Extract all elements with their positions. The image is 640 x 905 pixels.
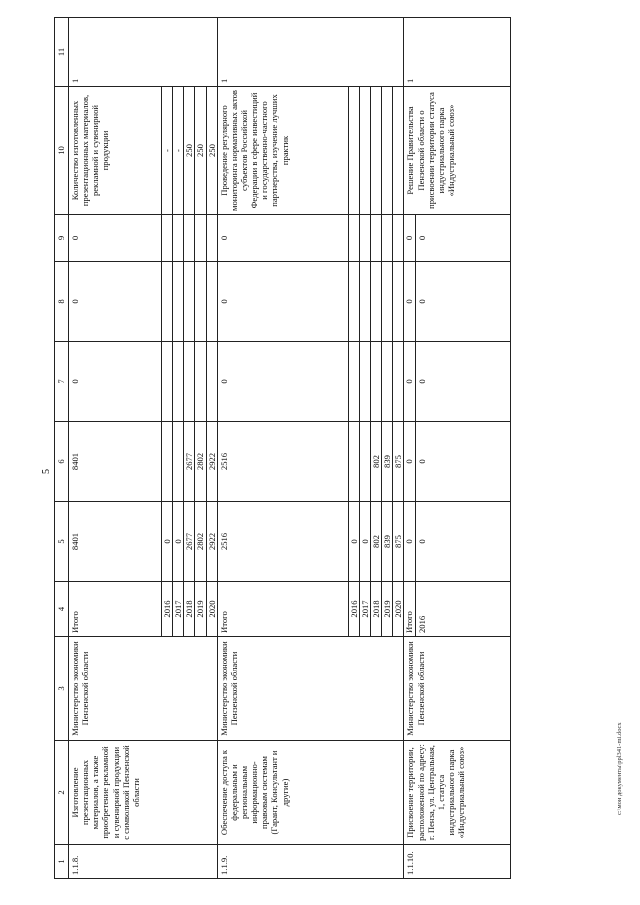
cell-c6: 0 (415, 422, 510, 502)
year-cell: 2016 (348, 582, 359, 637)
header-cell: 2 (55, 741, 69, 845)
cell-c5: 2802 (195, 502, 206, 582)
cell-c6: 875 (393, 422, 404, 502)
cell-c7: 0 (404, 342, 415, 422)
program-table (54, 17, 511, 879)
cell-c5: 875 (393, 502, 404, 582)
cell-c8: 0 (69, 262, 162, 342)
cell-c5: 0 (162, 502, 173, 582)
cell-c8: 0 (404, 262, 415, 342)
cell-c6: 2677 (184, 422, 195, 502)
cell-c5: 839 (382, 502, 393, 582)
item-name: Изготовление презентационных материалов, а также приобретение рекламной и сувенирной продукции с символикой Пензенской области (69, 741, 218, 845)
cell-c5: 2677 (184, 502, 195, 582)
footer-file-path: c:\мои документы\ppl341-mi.docx (616, 722, 623, 815)
cell-c6: 839 (382, 422, 393, 502)
year-cell: 2019 (195, 582, 206, 637)
total-label: Итого (217, 582, 348, 637)
cell-c10: - (173, 87, 184, 215)
item-number: 1.1.8. (69, 845, 218, 879)
cell-c6 (348, 422, 359, 502)
total-label: Итого (69, 582, 162, 637)
cell-c6 (162, 422, 173, 502)
cell-c11: 1 (69, 18, 218, 87)
header-cell: 3 (55, 637, 69, 741)
item-indicator: Количество изготовленных презентационных материалов, рекламной и сувенирной продукции (69, 87, 162, 215)
cell-c10: 250 (206, 87, 217, 215)
table-row (69, 18, 162, 879)
item-number: 1.1.10. (404, 845, 510, 879)
cell-c10: - (162, 87, 173, 215)
cell-c9: 0 (69, 215, 162, 262)
item-name: Присвоение территории, расположенной по адресу: г. Пенза, ул. Центральная, 1, статуса индустриального парка «Индустриальный союз» (404, 741, 510, 845)
footer (616, 722, 623, 816)
header-cell: 10 (55, 87, 69, 215)
cell-c5: 0 (359, 502, 370, 582)
header-cell: 11 (55, 18, 69, 87)
total-label: Итого (404, 582, 415, 637)
year-cell: 2017 (173, 582, 184, 637)
cell-c11: 1 (217, 18, 404, 87)
header-cell: 8 (55, 262, 69, 342)
cell-c6 (359, 422, 370, 502)
cell-c9: 0 (415, 215, 510, 262)
item-executor: Министерство экономики Пензенской области (217, 637, 404, 741)
header-cell: 6 (55, 422, 69, 502)
cell-c10: 250 (184, 87, 195, 215)
cell-c5: 0 (348, 502, 359, 582)
header-row (55, 18, 69, 879)
cell-c6: 2516 (217, 422, 348, 502)
item-name: Обеспечение доступа к федеральным и региональным информационно-правовым системам (Гарант, Консультант и другие) (217, 741, 404, 845)
page-number: 5 (41, 469, 52, 474)
header-cell: 4 (55, 582, 69, 637)
year-cell: 2018 (370, 582, 381, 637)
cell-c5: 0 (415, 502, 510, 582)
cell-c5: 2922 (206, 502, 217, 582)
year-cell: 2016 (415, 582, 510, 637)
cell-c8: 0 (415, 262, 510, 342)
cell-c6 (173, 422, 184, 502)
cell-c6: 802 (370, 422, 381, 502)
item-number: 1.1.9. (217, 845, 404, 879)
year-cell: 2019 (382, 582, 393, 637)
cell-c5: 0 (173, 502, 184, 582)
header-cell: 9 (55, 215, 69, 262)
year-cell: 2017 (359, 582, 370, 637)
cell-c5: 8401 (69, 502, 162, 582)
cell-c6: 8401 (69, 422, 162, 502)
cell-c5: 2516 (217, 502, 348, 582)
cell-c5: 802 (370, 502, 381, 582)
cell-c10: 250 (195, 87, 206, 215)
year-cell: 2020 (393, 582, 404, 637)
rotated-page (54, 18, 597, 879)
item-indicator: Решение Правительства Пензенской области о присвоении территории статуса индустриального парка «Индустриальный союз» (404, 87, 510, 215)
item-executor: Министерство экономики Пензенской области (404, 637, 510, 741)
cell-c6: 2802 (195, 422, 206, 502)
table-row (217, 18, 348, 879)
cell-c7: 0 (415, 342, 510, 422)
table-row (404, 18, 415, 879)
cell-c11: 1 (404, 18, 510, 87)
item-indicator: Проведение регулярного мониторинга нормативных актов субъектов Российской Федерации в сфере инвестиций и государственно-частного партнерства, изучение лучших практик (217, 87, 348, 215)
cell-c6: 2922 (206, 422, 217, 502)
cell-c5: 0 (404, 502, 415, 582)
cell-c7: 0 (69, 342, 162, 422)
year-cell: 2020 (206, 582, 217, 637)
cell-c9: 0 (217, 215, 348, 262)
item-executor: Министерство экономики Пензенской области (69, 637, 218, 741)
cell-c7: 0 (217, 342, 348, 422)
year-cell: 2016 (162, 582, 173, 637)
header-cell: 1 (55, 845, 69, 879)
year-cell: 2018 (184, 582, 195, 637)
cell-c8: 0 (217, 262, 348, 342)
header-cell: 7 (55, 342, 69, 422)
header-cell: 5 (55, 502, 69, 582)
cell-c6: 0 (404, 422, 415, 502)
cell-c9: 0 (404, 215, 415, 262)
